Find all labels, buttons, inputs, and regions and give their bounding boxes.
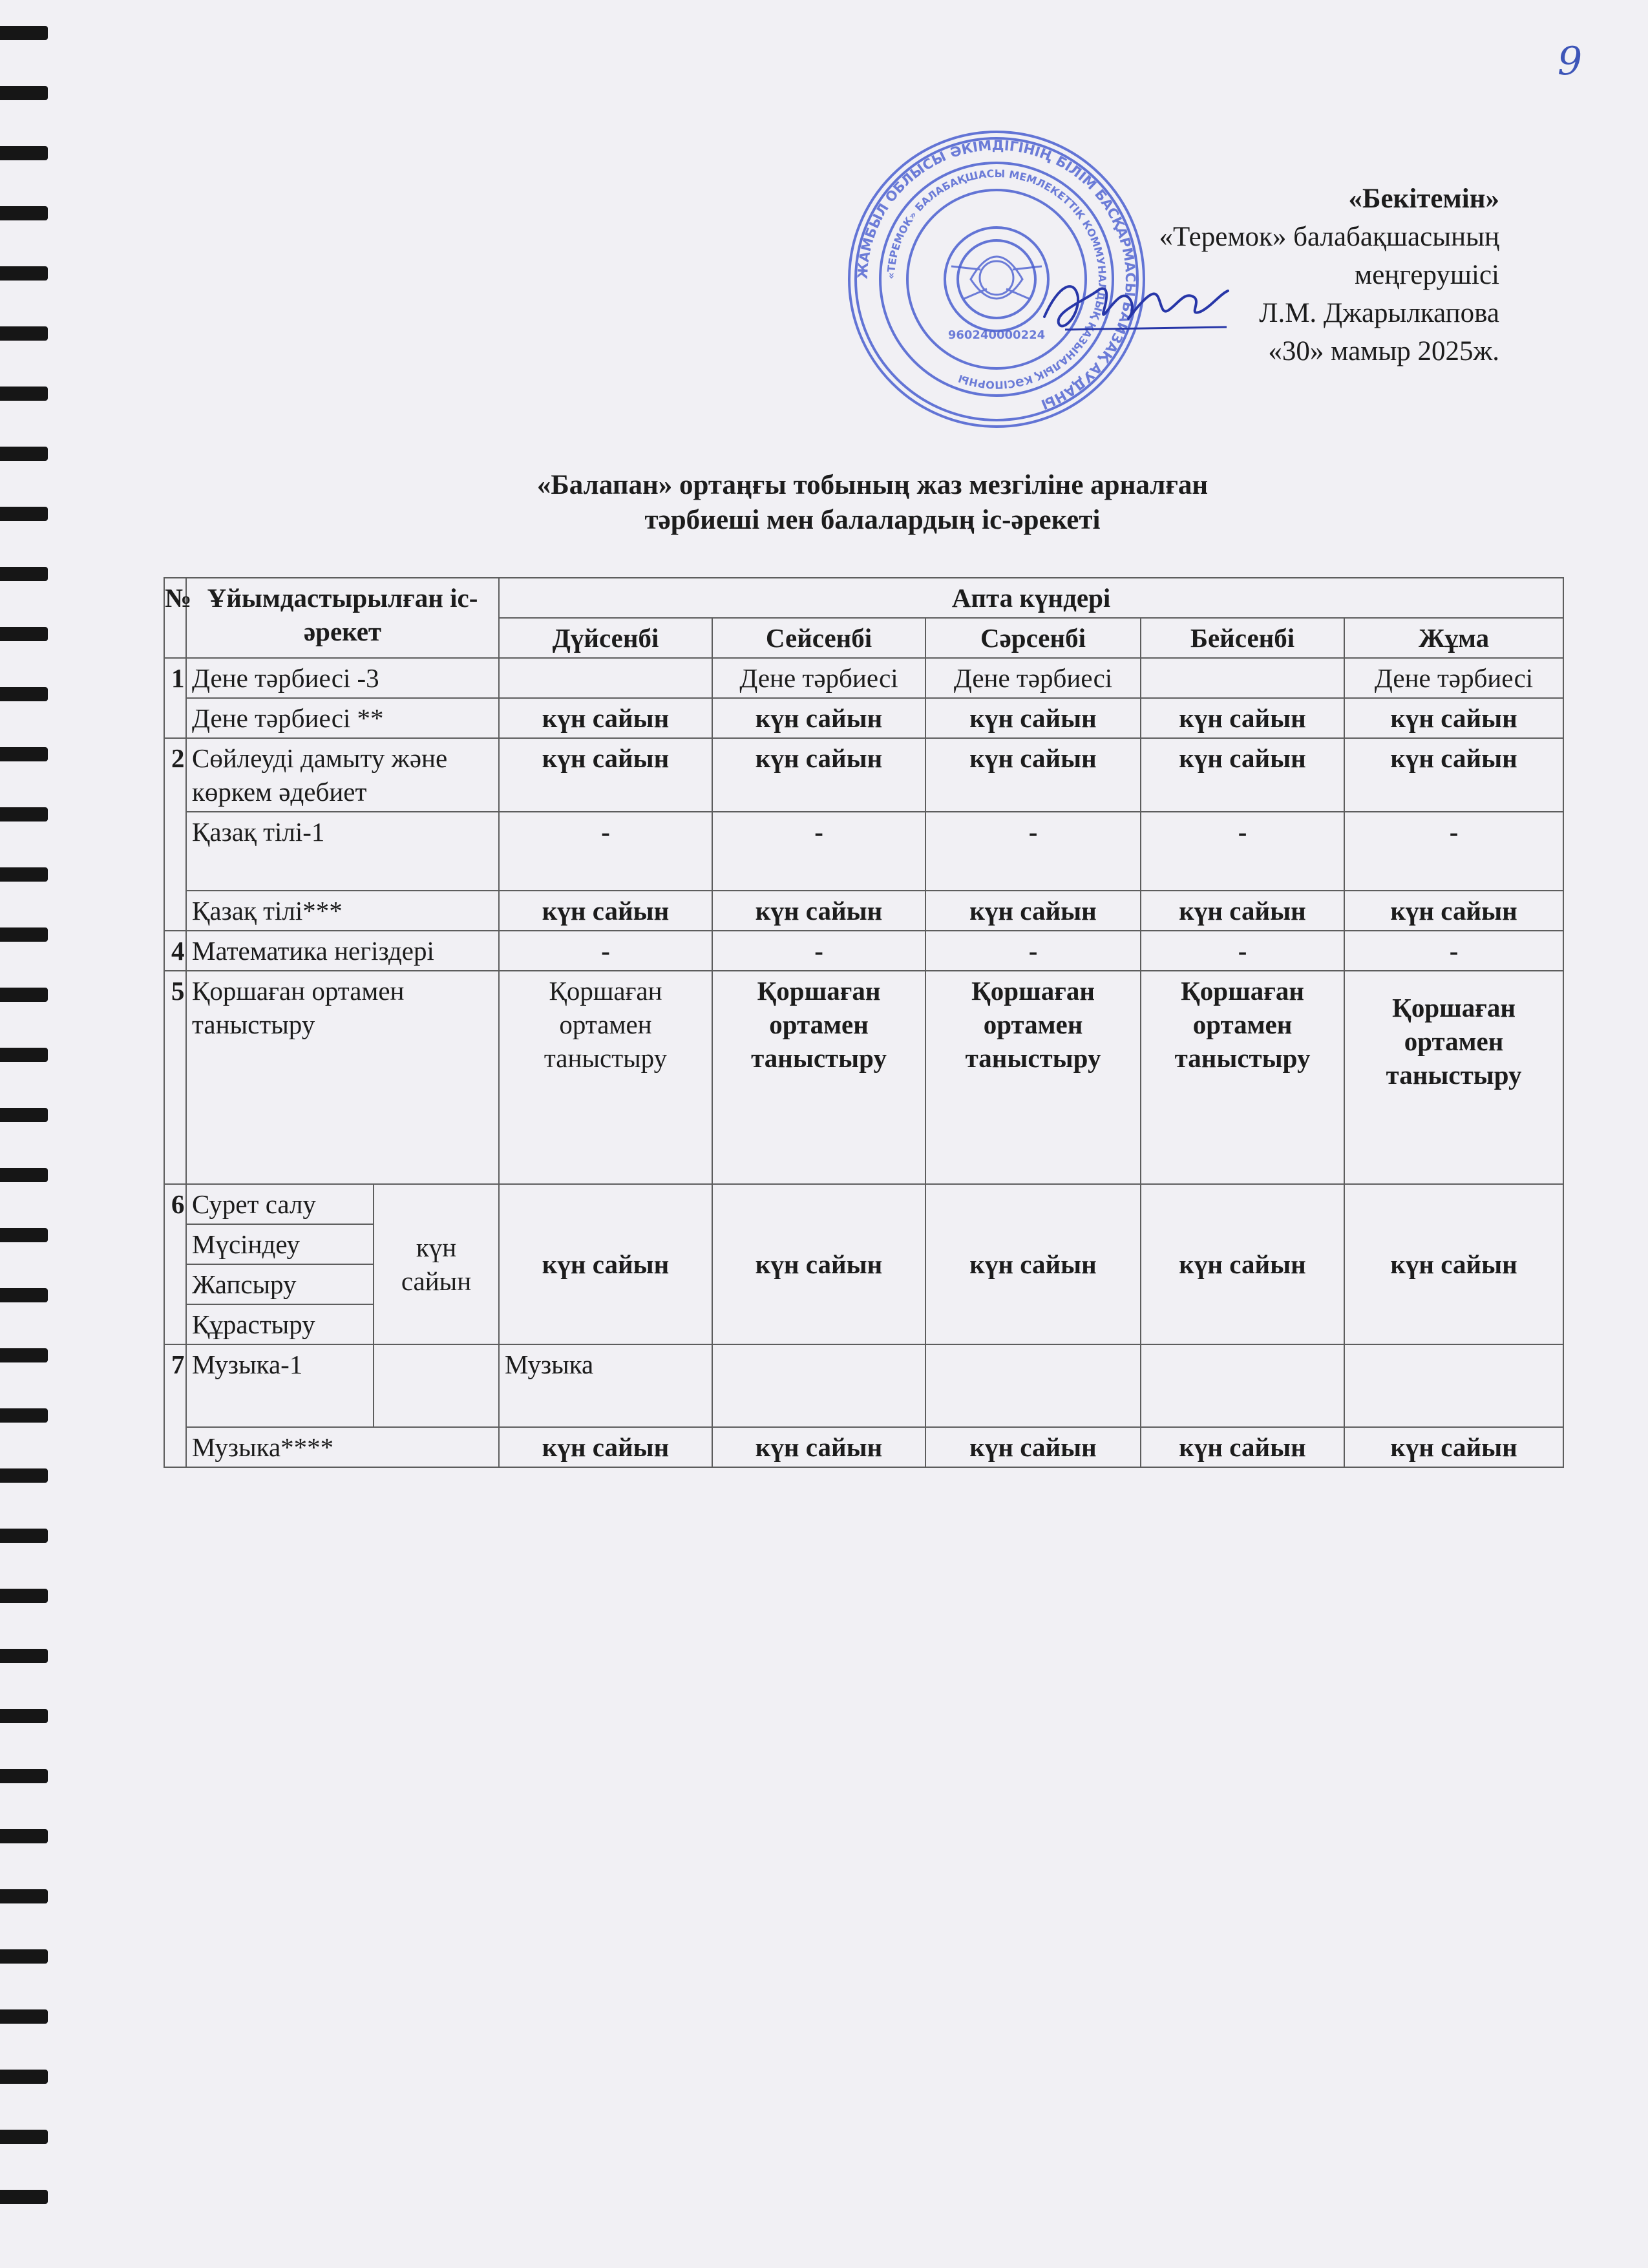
table-row xyxy=(164,971,1563,1184)
binding-hole xyxy=(0,1048,48,1062)
activity-schedule-table xyxy=(164,577,1564,1468)
binding-hole xyxy=(0,1108,48,1122)
activity-name: Сөйлеуді дамыту және көркем әдебиет xyxy=(186,738,499,812)
binding-hole xyxy=(0,867,48,882)
document-title xyxy=(388,468,1357,538)
activity-name: Дене тәрбиесі ** xyxy=(186,698,499,738)
binding-hole xyxy=(0,1949,48,1964)
binding-hole xyxy=(0,1408,48,1423)
table-row xyxy=(164,1184,1563,1224)
binding-hole xyxy=(0,1889,48,1903)
binding-hole xyxy=(0,2070,48,2084)
activity-name: Қоршаған ортамен таныстыру xyxy=(186,971,499,1184)
binding-hole xyxy=(0,206,48,220)
approval-director-name: Л.М. Джарылкапова xyxy=(1259,298,1499,328)
schedule-cell: Дене тәрбиесі xyxy=(925,658,1141,698)
table-row xyxy=(164,931,1563,971)
schedule-cell: - xyxy=(1344,931,1563,971)
binding-hole xyxy=(0,2009,48,2024)
row-number: 2 xyxy=(164,738,186,931)
schedule-cell: күн сайын xyxy=(499,698,712,738)
spiral-binding xyxy=(0,0,58,2268)
row-number: 5 xyxy=(164,971,186,1184)
approval-line-kindergarten: «Теремок» балабақшасының xyxy=(1159,222,1499,252)
header-activity: Ұйымдастырылған іс-әрекет xyxy=(186,578,499,658)
schedule-cell: күн сайын xyxy=(712,1184,925,1344)
sub-activity-name: Сурет салу xyxy=(186,1184,374,1224)
schedule-cell: Қоршаған ортамен таныстыру xyxy=(499,971,712,1184)
binding-hole xyxy=(0,1168,48,1182)
schedule-cell: күн сайын xyxy=(499,1427,712,1467)
binding-hole xyxy=(0,687,48,701)
schedule-cell: - xyxy=(712,812,925,891)
header-day-thursday: Бейсенбі xyxy=(1141,618,1344,658)
schedule-cell: Қоршаған ортамен таныстыру xyxy=(925,971,1141,1184)
binding-hole xyxy=(0,1288,48,1302)
schedule-cell: күн сайын xyxy=(499,891,712,931)
activity-name: Қазақ тілі-1 xyxy=(186,812,499,891)
binding-hole xyxy=(0,507,48,521)
schedule-cell: - xyxy=(925,931,1141,971)
schedule-cell: күн сайын xyxy=(1344,698,1563,738)
table-row xyxy=(164,658,1563,698)
activity-name: Математика негіздері xyxy=(186,931,499,971)
schedule-cell: күн сайын xyxy=(925,1184,1141,1344)
activity-name: Дене тәрбиесі -3 xyxy=(186,658,499,698)
schedule-cell: күн сайын xyxy=(712,1427,925,1467)
binding-hole xyxy=(0,387,48,401)
sub-activity-name: Құрастыру xyxy=(186,1304,374,1344)
schedule-cell xyxy=(1141,1344,1344,1427)
binding-hole xyxy=(0,927,48,942)
schedule-cell: - xyxy=(925,812,1141,891)
table-header-row xyxy=(164,578,1563,618)
schedule-cell xyxy=(1344,1344,1563,1427)
schedule-cell xyxy=(499,658,712,698)
schedule-cell: күн сайын xyxy=(712,891,925,931)
binding-hole xyxy=(0,146,48,160)
schedule-cell: күн сайын xyxy=(712,738,925,812)
schedule-cell: күн сайын xyxy=(1141,891,1344,931)
schedule-cell: күн сайын xyxy=(1141,1184,1344,1344)
approval-line-position: меңгерушісі xyxy=(1355,260,1499,290)
schedule-cell xyxy=(925,1344,1141,1427)
binding-hole xyxy=(0,1829,48,1843)
row-number: 4 xyxy=(164,931,186,971)
table-row xyxy=(164,812,1563,891)
activity-name: Қазақ тілі*** xyxy=(186,891,499,931)
binding-hole xyxy=(0,1348,48,1362)
schedule-cell: күн сайын xyxy=(1141,738,1344,812)
svg-text:«ТЕРЕМОК» БАЛАБАҚШАСЫ МЕМЛЕКЕТ: «ТЕРЕМОК» БАЛАБАҚШАСЫ МЕМЛЕКЕТТІК КОММУНАЛДЫҚ ҚАЗЫНАЛЫҚ КӘСІПОРНЫ xyxy=(884,167,1109,392)
binding-hole xyxy=(0,1649,48,1663)
title-line-1: «Балапан» ортаңғы тобының жаз мезгіліне арналған xyxy=(536,470,1209,500)
header-day-friday: Жұма xyxy=(1344,618,1563,658)
table-row xyxy=(164,1427,1563,1467)
schedule-cell: - xyxy=(1141,812,1344,891)
activity-name: Музыка**** xyxy=(186,1427,499,1467)
page-number: 9 xyxy=(1558,39,1583,84)
binding-hole xyxy=(0,1769,48,1783)
schedule-cell: күн сайын xyxy=(925,738,1141,812)
schedule-cell: күн сайын xyxy=(925,891,1141,931)
schedule-cell xyxy=(374,1344,499,1427)
header-num: № xyxy=(164,578,186,658)
schedule-cell: Қоршаған ортамен таныстыру xyxy=(1141,971,1344,1184)
schedule-cell: - xyxy=(499,931,712,971)
schedule-cell: - xyxy=(1141,931,1344,971)
schedule-cell: Қоршаған ортамен таныстыру xyxy=(712,971,925,1184)
binding-hole xyxy=(0,326,48,341)
binding-hole xyxy=(0,26,48,40)
schedule-cell: күн сайын xyxy=(1344,1427,1563,1467)
title-line-2: тәрбиеші мен балалардың іс-әрекеті xyxy=(644,505,1101,535)
schedule-cell xyxy=(1141,658,1344,698)
approval-block xyxy=(1159,180,1499,370)
schedule-cell: күн сайын xyxy=(1141,1427,1344,1467)
schedule-cell: Дене тәрбиесі xyxy=(712,658,925,698)
svg-text:960240000224: 960240000224 xyxy=(947,328,1046,342)
header-week-days: Апта күндері xyxy=(499,578,1563,618)
binding-hole xyxy=(0,266,48,281)
header-day-monday: Дүйсенбі xyxy=(499,618,712,658)
table-row xyxy=(164,738,1563,812)
binding-hole xyxy=(0,807,48,821)
approval-date: «30» мамыр 2025ж. xyxy=(1268,336,1499,366)
schedule-cell: Қоршаған ортамен таныстыру xyxy=(1344,971,1563,1184)
activity-name: Музыка-1 xyxy=(186,1344,374,1427)
schedule-cell: күн сайын xyxy=(925,1427,1141,1467)
sub-activity-name: Мүсіндеу xyxy=(186,1224,374,1264)
binding-hole xyxy=(0,447,48,461)
schedule-cell: күн сайын xyxy=(1344,738,1563,812)
binding-hole xyxy=(0,1529,48,1543)
schedule-cell: - xyxy=(499,812,712,891)
schedule-cell: күн сайын xyxy=(925,698,1141,738)
binding-hole xyxy=(0,2130,48,2144)
binding-hole xyxy=(0,988,48,1002)
table-row xyxy=(164,698,1563,738)
schedule-cell: күн сайын xyxy=(1141,698,1344,738)
binding-hole xyxy=(0,1228,48,1242)
schedule-cell: Музыка xyxy=(499,1344,712,1427)
svg-text:ЖАМБЫЛ ОБЛЫСЫ ӘКІМДІГІНІҢ БІЛІ: ЖАМБЫЛ ОБЛЫСЫ ӘКІМДІГІНІҢ БІЛІМ БАСҚАРМАСЫ БАЙЗАҚ АУДАНЫ xyxy=(854,137,1139,413)
schedule-cell: - xyxy=(712,931,925,971)
schedule-cell: күн сайын xyxy=(1344,1184,1563,1344)
schedule-cell: - xyxy=(1344,812,1563,891)
group-label: күн сайын xyxy=(374,1184,499,1344)
row-number: 1 xyxy=(164,658,186,738)
binding-hole xyxy=(0,2190,48,2204)
header-day-tuesday: Сейсенбі xyxy=(712,618,925,658)
schedule-cell: күн сайын xyxy=(712,698,925,738)
approval-heading: «Бекітемін» xyxy=(1348,184,1499,214)
binding-hole xyxy=(0,1589,48,1603)
schedule-cell: күн сайын xyxy=(499,738,712,812)
binding-hole xyxy=(0,1709,48,1723)
schedule-cell xyxy=(712,1344,925,1427)
schedule-cell: күн сайын xyxy=(1344,891,1563,931)
binding-hole xyxy=(0,567,48,581)
table-row xyxy=(164,1344,1563,1427)
binding-hole xyxy=(0,627,48,641)
table-row xyxy=(164,891,1563,931)
header-day-wednesday: Сәрсенбі xyxy=(925,618,1141,658)
schedule-cell: Дене тәрбиесі xyxy=(1344,658,1563,698)
sub-activity-name: Жапсыру xyxy=(186,1264,374,1304)
schedule-cell: күн сайын xyxy=(499,1184,712,1344)
binding-hole xyxy=(0,747,48,761)
binding-hole xyxy=(0,86,48,100)
row-number: 7 xyxy=(164,1344,186,1467)
binding-hole xyxy=(0,1468,48,1483)
row-number: 6 xyxy=(164,1184,186,1344)
